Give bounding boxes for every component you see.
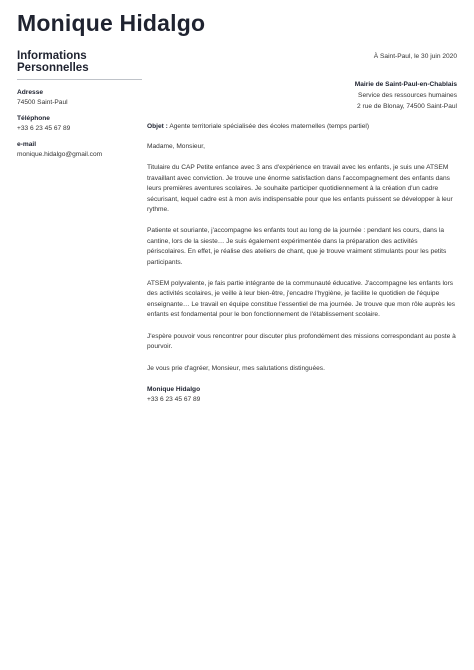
salutation: Madame, Monsieur, bbox=[147, 143, 205, 150]
personal-info-sidebar bbox=[17, 50, 142, 158]
phone-value: +33 6 23 45 67 89 bbox=[17, 125, 71, 132]
closing-paragraph: Je vous prie d'agréer, Monsieur, mes salutations distinguées. bbox=[147, 364, 325, 372]
phone-label: Téléphone bbox=[17, 115, 50, 122]
signature-block bbox=[147, 385, 457, 406]
signature-name: Monique Hidalgo bbox=[147, 385, 201, 393]
address-value: 74500 Saint-Paul bbox=[17, 99, 68, 106]
letter-object bbox=[147, 123, 457, 130]
address-label: Adresse bbox=[17, 89, 44, 96]
letter-text bbox=[147, 142, 457, 374]
phone-field bbox=[17, 115, 142, 132]
recipient-block bbox=[147, 79, 457, 112]
object-text: Agente territoriale spécialisée des écoles maternelles (temps partiel) bbox=[167, 123, 370, 130]
recipient-department: Service des ressources humaines bbox=[358, 92, 457, 99]
personal-info-title: Informations Personnelles bbox=[17, 50, 142, 80]
email-field bbox=[17, 141, 142, 158]
recipient-address: 2 rue de Blonay, 74500 Saint-Paul bbox=[357, 103, 457, 110]
letter-date: À Saint-Paul, le 30 juin 2020 bbox=[373, 53, 457, 60]
applicant-name: Monique Hidalgo bbox=[17, 10, 206, 36]
paragraph-2: Patiente et souriante, j'accompagne les enfants tout au long de la journée : pendant les cours, dans la cantine, lors de la sieste… Je suis également expérimentée dans la préparation des activités périscolaires. En effet, je réalise des ateliers de chant, que je trouve vraiment stimulants pour les petits participants. bbox=[147, 227, 447, 266]
email-label: e-mail bbox=[17, 141, 37, 148]
paragraph-3: ATSEM polyvalente, je fais partie intégrante de la communauté éducative. J'accompagne les enfants lors des activités scolaires, je veille à leur bien-être, j'encadre l'hygiène, je facilite le quotidien de l'équipe enseignante… Le travail en équipe constitue l'essentiel de ma journée. Je trouve que mon rôle auprès les enfants est fondamental pour le bon fonctionnement de l'établissement scolaire. bbox=[147, 280, 456, 319]
paragraph-4: J'espère pouvoir vous rencontrer pour discuter plus profondément des missions correspondant au poste à pourvoir. bbox=[147, 332, 456, 351]
address-field bbox=[17, 89, 142, 106]
email-value[interactable]: monique.hidalgo@gmail.com bbox=[17, 151, 103, 158]
recipient-name: Mairie de Saint-Paul-en-Chablais bbox=[354, 81, 457, 88]
object-label: Objet : bbox=[147, 123, 168, 130]
signature-phone: +33 6 23 45 67 89 bbox=[147, 396, 201, 404]
paragraph-1: Titulaire du CAP Petite enfance avec 3 ans d'expérience en travail avec les enfants, je suis une ATSEM travaillant avec conviction. Je trouve une énorme satisfaction dans l'accompagnement des enfants dans leurs premières aventures scolaires. Je souhaite participer quotidiennement à la création d'un cadre sécurisant, lequel cadre est à mon avis indispensable pour que les enfants puissent se développer à leur rythme. bbox=[147, 164, 453, 214]
letter-body bbox=[147, 50, 457, 406]
